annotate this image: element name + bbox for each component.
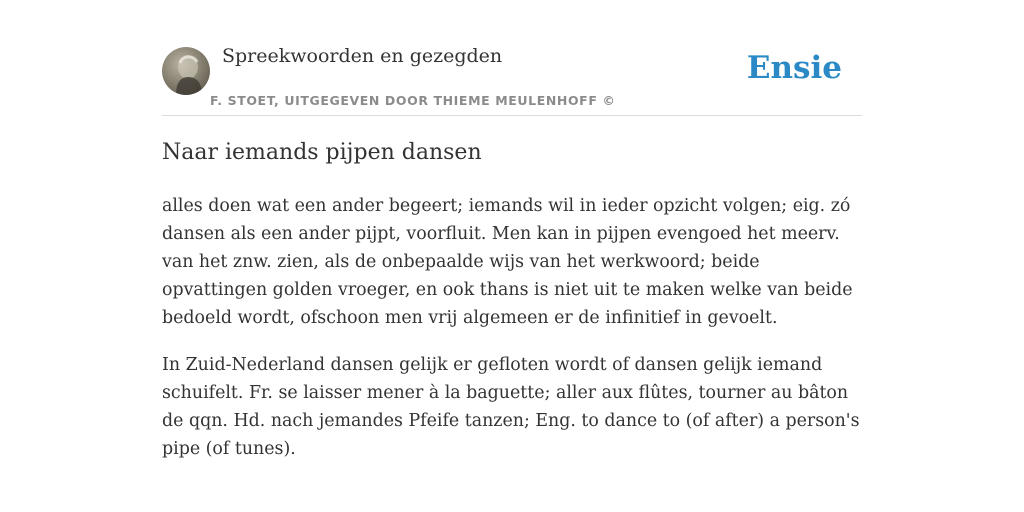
ensie-logo[interactable]: Ensie xyxy=(746,50,842,86)
entry-paragraph-1: alles doen wat een ander begeert; iemands wil in ieder opzicht volgen; eig. zó dansen als een ander pijpt, voorfluit. Men kan in pijpen evengoed het meerv. van het znw. zien, als de onbepaalde wijs van het werkwoord; beide opvattingen golden vroeger, en ook thans is niet uit te maken welke van beide bedoeld wordt, ofschoon men vrij algemeen er de infinitief in gevoelt. xyxy=(162,196,853,328)
entry-card xyxy=(162,40,862,459)
source-header xyxy=(162,40,862,116)
entry-title: Naar iemands pijpen dansen xyxy=(162,140,482,165)
entry-paragraph-2: In Zuid-Nederland dansen gelijk er gefloten wordt of dansen gelijk iemand schuifelt. Fr. se laisser mener à la baguette; aller aux flûtes, tourner au bâton de qqn. Hd. nach jemandes Pfeife tanzen; Eng. to dance to (of after) a person's pipe (of tunes). xyxy=(162,355,860,459)
source-title[interactable]: Spreekwoorden en gezegden xyxy=(222,45,503,67)
source-credit: F. STOET, UITGEGEVEN DOOR THIEME MEULENHOFF © xyxy=(210,93,616,108)
author-portrait-icon[interactable] xyxy=(162,47,210,95)
